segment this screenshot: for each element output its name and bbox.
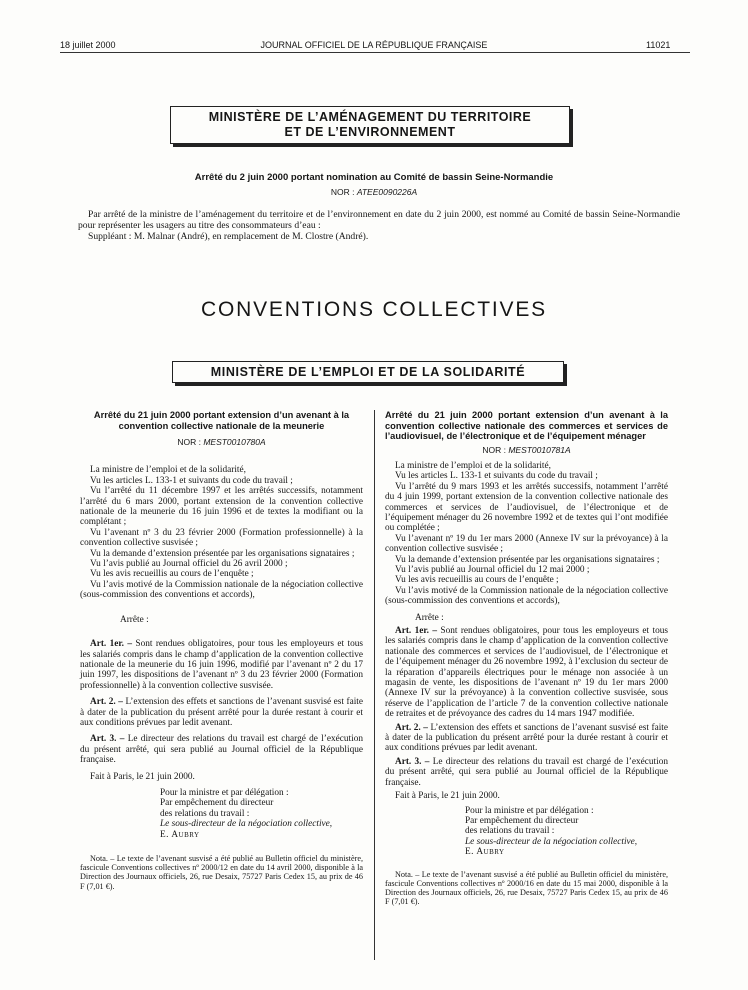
article-2 [80,697,363,728]
nor-code: MEST0010781A [508,444,571,455]
visa: Vu les articles L. 133-1 et suivants du code du travail ; [90,475,293,486]
signature-line: Pour la ministre et par délégation : [160,787,289,798]
header-rule [60,52,690,53]
article-text: L’extension des effets et sanctions de l’avenant susvisé est faite à dater de la publication du présent arrêté pour la durée restant à courir et aux conditions prévues par ledit avenant. [80,697,363,728]
signatory-name: E. Aubry [465,847,505,858]
section-title-conventions: CONVENTIONS COLLECTIVES [201,298,547,321]
arrete-nor [385,445,668,455]
signature-line: Par empêchement du directeur [160,798,274,809]
article-text: Le directeur des relations du travail est chargé de l’exécution du présent arrêté, qui sera publié au Journal officiel de la République française. [385,756,669,788]
arrete-nor [80,437,363,447]
fait-a-paris: Fait à Paris, le 21 juin 2000. [395,791,500,802]
article-1 [385,626,668,720]
signature-line: Le sous-directeur de la négociation collective, [160,819,333,830]
nor-label: NOR : [177,437,201,447]
column-divider [374,410,375,960]
visa: Vu les avis recueillis au cours de l’enquête ; [395,575,559,586]
visa: La ministre de l’emploi et de la solidarité, [395,460,551,471]
signature-block [80,788,363,840]
nor-label: NOR : [330,187,355,197]
visa: Vu l’avis publié au Journal officiel du 12 mai 2000 ; [395,564,590,575]
nota: Nota. – Le texte de l’avenant susvisé a été publié au Bulletin officiel du ministère, fascicule Conventions collectives nº 2000/12 en date du 14 avril 2000, disponible à la Direction des Journaux officiels, 26, rue Desaix, 75727 Paris Cedex 15, au prix de 46 F (7,01 €). [80,854,363,891]
article-3 [385,757,668,788]
signature-line: des relations du travail : [465,826,555,837]
visa: Vu la demande d’extension présentée par les organisations signataires ; [90,548,355,559]
visa: Vu la demande d’extension présentée par les organisations signataires ; [395,554,660,565]
visa: Vu l’avis motivé de la Commission nationale de la négociation collective (sous-commission des conventions et accords), [385,585,668,607]
article-label: Art. 1er. – [395,626,438,636]
nor-code: MEST0010780A [203,437,266,447]
arrete-meunerie [80,410,363,891]
article-text: Le directeur des relations du travail est chargé de l’exécution du présent arrêté, qui sera publié au Journal officiel de la République française. [80,734,364,766]
article-label: Art. 2. – [395,722,428,733]
article-1 [80,639,363,691]
visa: Vu l’arrêté du 9 mars 1993 et les arrêtés successifs, notamment l’arrêté du 4 juin 1999, portant extension de la convention collective nationale des commerces et services de l’audiovisuel, de l’électronique et de l’équipement ménager du 26 novembre 1992 et de textes qui l’ont modifiée ou complétée ; [385,481,668,534]
signature-line: des relations du travail : [160,808,250,819]
arrete-audiovisuel [385,410,668,906]
paragraph: Suppléant : M. Malnar (André), en remplacement de M. Clostre (André). [88,231,369,242]
arrete-comite-bassin-body [78,209,680,242]
article-label: Art. 2. – [90,697,123,708]
article-label: Art. 3. – [90,734,125,745]
article-label: Art. 1er. – [90,639,133,650]
ministry-amenagement-line2: ET DE L’ENVIRONNEMENT [284,125,456,139]
visa: Vu l’avenant nº 19 du 1er mars 2000 (Annexe IV sur la prévoyance) à la convention collective susvisée ; [385,533,668,555]
visa: Vu l’avenant nº 3 du 23 février 2000 (Formation professionnelle) à la convention collective susvisée ; [80,527,363,549]
visa: Vu l’avis publié au Journal officiel du 26 avril 2000 ; [90,559,288,570]
arrete-comite-bassin-nor [0,187,748,197]
ministry-emploi-box: MINISTÈRE DE L’EMPLOI ET DE LA SOLIDARITÉ [172,361,564,383]
article-text: Sont rendues obligatoires, pour tous les employeurs et tous les salariés compris dans le champ d’application de la convention collective nationale des commerces et services de l’audiovisuel, de l’électronique et de l’équipement ménager du 26 novembre 1992, à l’exclusion du secteur de la réparation d’appareils électriques pour le ménage non associée à un magasin de vente, les dispositions de l’avenant nº 19 du 1er mars 2000 (Annexe IV sur la prévoyance) à la convention collective susvisée, sous réserve de l’application de l’article 7 de la convention collective nationale de retraites et de prévoyance des cadres du 14 mars 1947 modifiée. [385,626,668,720]
visa: Vu l’avis motivé de la Commission nationale de la négociation collective (sous-commission des conventions et accords), [80,579,363,601]
header-journal-title: JOURNAL OFFICIEL DE LA RÉPUBLIQUE FRANÇAISE [260,40,488,50]
signature-line: Par empêchement du directeur [465,815,579,826]
article-2 [385,723,668,754]
article-text: Sont rendues obligatoires, pour tous les employeurs et tous les salariés compris dans le champ d’application de la convention collective nationale de la meunerie du 16 juin 1996, modifié par l’avenant nº 2 du 17 juin 1997, les dispositions de l’avenant nº 3 du 23 février 2000 (Formation professionnelle) à la convention collective susvisée. [80,639,363,691]
visa: Vu l’arrêté du 11 décembre 1997 et les arrêtés successifs, notamment l’arrêté du 6 mars 2000, portant extension de la convention collective nationale de la meunerie du 16 juin 1996 et de textes la modifiant ou la complétant ; [80,486,363,528]
article-3 [80,734,363,765]
signature-line: Le sous-directeur de la négociation collective, [465,836,638,847]
nor-code: ATEE0090226A [356,187,418,197]
arrete-title: Arrêté du 21 juin 2000 portant extension d’un avenant à la convention collective nationale de la meunerie [93,410,350,431]
arrete-title: Arrêté du 21 juin 2000 portant extension d’un avenant à la convention collective nationale des commerces et services de l’audiovisuel, de l’électronique et de l’équipement ménager [385,410,668,441]
signature-block [385,806,668,858]
fait-a-paris: Fait à Paris, le 21 juin 2000. [90,771,195,782]
signature-line: Pour la ministre et par délégation : [465,805,594,816]
arrete-comite-bassin-title: Arrêté du 2 juin 2000 portant nomination au Comité de bassin Seine-Normandie [194,172,554,183]
article-label: Art. 3. – [395,756,430,767]
arrete-heading: Arrête : [120,614,149,625]
visa: Vu les articles L. 133-1 et suivants du code du travail ; [395,471,598,482]
article-text: L’extension des effets et sanctions de l’avenant susvisé est faite à dater de la publication du présent arrêté pour la durée restant à courir et aux conditions prévues par ledit avenant. [385,722,668,754]
ministry-amenagement-box [170,106,570,144]
arrete-heading: Arrête : [415,612,444,623]
visa: La ministre de l’emploi et de la solidarité, [90,465,246,476]
header-date: 18 juillet 2000 [60,40,116,50]
visa: Vu les avis recueillis au cours de l’enquête ; [90,569,254,580]
header-page-number: 11021 [646,40,671,50]
nota: Nota. – Le texte de l’avenant susvisé a été publié au Bulletin officiel du ministère, fascicule Conventions collectives nº 2000/16 en date du 15 mai 2000, disponible à la Direction des Journaux officiels, 26, rue Desaix, 75727 Paris Cedex 15, au prix de 46 F (7,01 €). [385,869,668,907]
ministry-amenagement-line1: MINISTÈRE DE L’AMÉNAGEMENT DU TERRITOIRE [208,110,532,124]
paragraph: Par arrêté de la ministre de l’aménagement du territoire et de l’environnement en date du 2 juin 2000, est nommé au Comité de bassin Seine-Normandie pour représenter les usagers au titre des consommateurs d’eau : [78,209,680,231]
nor-label: NOR : [482,444,506,455]
signatory-name: E. Aubry [160,829,200,840]
